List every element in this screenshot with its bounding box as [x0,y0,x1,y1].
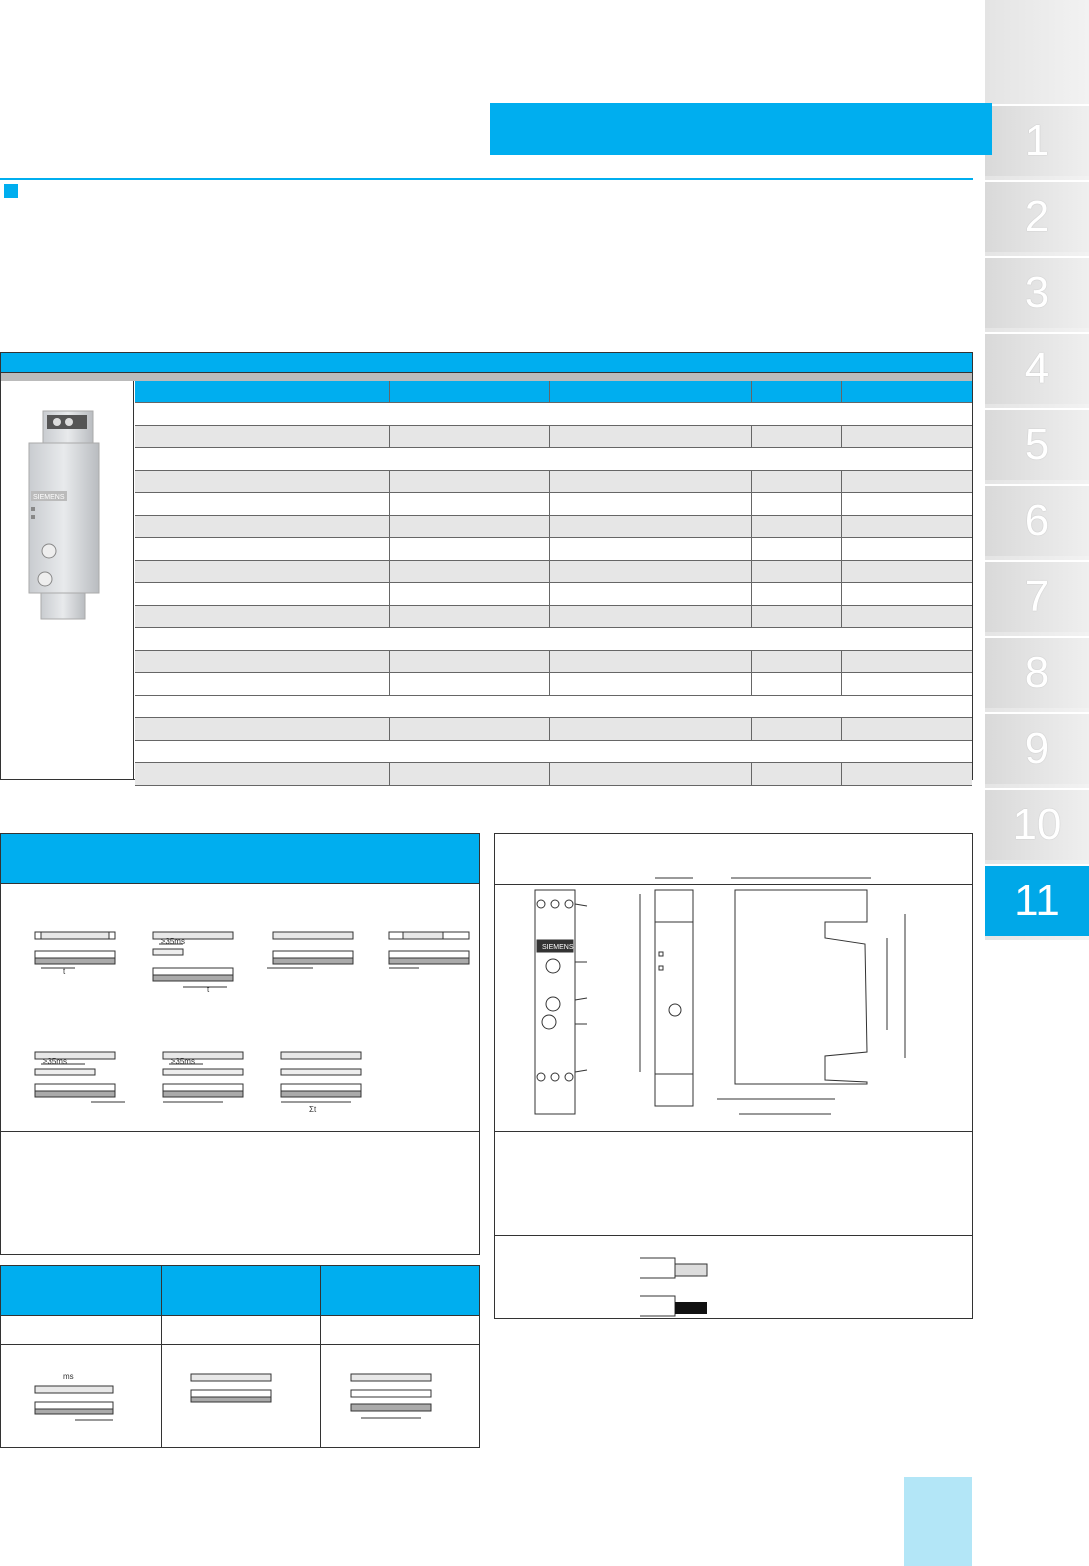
table-cell [842,673,972,695]
table-cell [752,763,842,785]
table-cell [752,426,842,448]
label-pulse-1: ≥35ms [161,937,185,946]
table-cell [842,718,972,740]
table-cell [842,516,972,538]
table-cell [842,606,972,628]
variant-charts [1,1346,479,1446]
table-cell [752,561,842,583]
table-row [135,493,972,516]
function-variants-box [0,1265,480,1448]
table-row [135,448,972,471]
label-pulse-2: ≥35ms [43,1057,67,1066]
table-cell [390,651,550,673]
chapter-tab-1[interactable]: 1 [985,104,1089,176]
table-cell [752,381,842,402]
table-cell [752,651,842,673]
function-charts [1,884,479,1130]
table-cell [135,538,390,560]
table-cell [842,471,972,493]
chapter-tab-2[interactable]: 2 [985,180,1089,252]
table-cell [390,516,550,538]
table-cell [842,651,972,673]
table-cell [550,516,752,538]
table-cell [752,606,842,628]
table-cell [135,561,390,583]
table-cell [550,673,752,695]
table-cell [842,561,972,583]
table-cell [752,538,842,560]
table-cell [135,426,390,448]
section-rule [0,178,973,180]
table-row [135,561,972,584]
section-header-bar [490,103,992,155]
table-cell [390,763,550,785]
table-row [135,606,972,629]
table-row [135,763,972,786]
table-row [135,426,972,449]
table-row [135,696,972,719]
label-t-2: t [207,985,210,994]
function-box-header [1,834,479,884]
table-cell [135,516,390,538]
table-cell [550,718,752,740]
page-number-box [904,1477,972,1566]
table-row [135,673,972,696]
dimension-drawing [495,834,972,1318]
product-table [0,352,973,780]
table-cell [550,651,752,673]
chapter-tab-10[interactable]: 10 [985,788,1089,860]
chapter-tab-8[interactable]: 8 [985,636,1089,708]
table-cell [842,426,972,448]
table-cell [550,583,752,605]
table-cell [752,583,842,605]
table-row [135,651,972,674]
chapter-tab-4[interactable]: 4 [985,332,1089,404]
table-subheader [1,373,972,381]
table-cell [135,471,390,493]
table-cell [390,538,550,560]
table-cell [390,561,550,583]
table-cell [390,606,550,628]
table-cell [135,763,390,785]
chapter-tab-5[interactable]: 5 [985,408,1089,480]
table-cell [752,516,842,538]
table-cell [550,538,752,560]
table-cell [135,583,390,605]
table-row [135,741,972,764]
table-cell [550,471,752,493]
relay-product-image [1,381,134,779]
label-ms: ms [63,1372,74,1381]
table-cell [135,673,390,695]
table-cell [550,426,752,448]
table-cell [390,673,550,695]
table-cell [390,718,550,740]
table-cell [752,673,842,695]
chapter-tab-3[interactable]: 3 [985,256,1089,328]
product-brand-text: SIEMENS [33,494,65,501]
chapter-tab-7[interactable]: 7 [985,560,1089,632]
table-row [135,718,972,741]
table-title-bar [1,353,972,373]
table-row [135,381,972,403]
table-cell [752,493,842,515]
table-cell [550,561,752,583]
table-cell [390,381,550,402]
table-cell [842,493,972,515]
table-cell [390,426,550,448]
table-row [135,628,972,651]
function-diagram-box [0,833,480,1255]
chapter-tab-9[interactable]: 9 [985,712,1089,784]
table-cell [390,471,550,493]
table-cell [135,381,390,402]
table-cell [135,606,390,628]
table-row [135,583,972,606]
table-cell [550,381,752,402]
chapter-tab-6[interactable]: 6 [985,484,1089,556]
table-cell [842,763,972,785]
section-marker [4,184,18,198]
table-cell [550,763,752,785]
table-cell [550,606,752,628]
table-cell [752,718,842,740]
table-cell [842,538,972,560]
table-cell [550,493,752,515]
product-photo-cell [1,381,134,779]
label-t-1: t [63,967,66,976]
chapter-tab-11[interactable]: 11 [985,864,1089,936]
table-cell [390,493,550,515]
table-row [135,471,972,494]
table-cell [842,381,972,402]
table-row [135,403,972,426]
dimension-drawing-box [494,833,973,1319]
table-cell [135,651,390,673]
label-pulse-3: ≥35ms [171,1057,195,1066]
table-row [135,516,972,539]
wiring-brand-text: SIEMENS [542,944,574,951]
table-cell [135,718,390,740]
label-sigma-t: Σt [309,1105,317,1114]
table-rows [135,381,972,786]
table-cell [135,493,390,515]
table-cell [752,471,842,493]
table-row [135,538,972,561]
table-cell [390,583,550,605]
table-cell [842,583,972,605]
